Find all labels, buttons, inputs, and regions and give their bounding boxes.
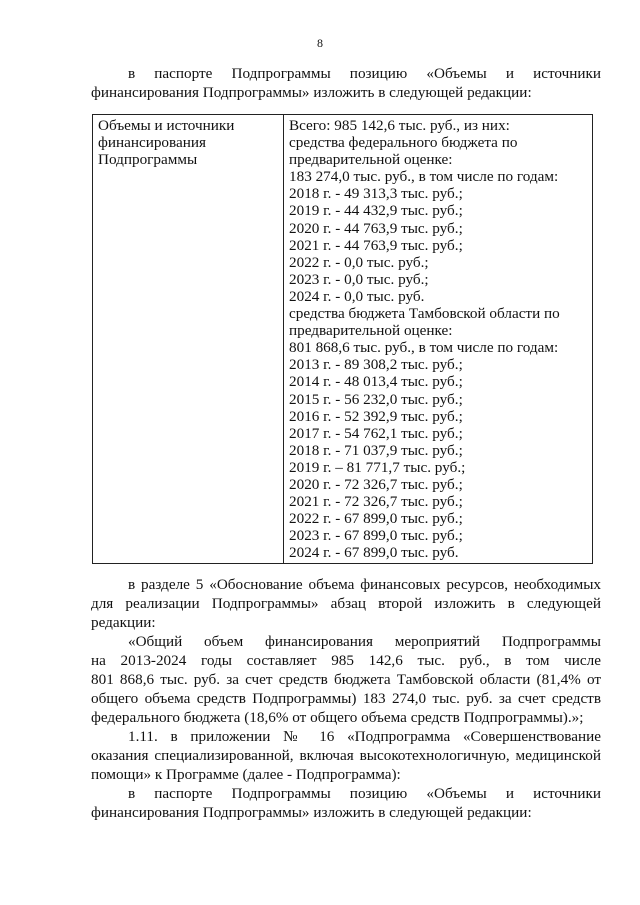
value-line: 2017 г. - 54 762,1 тыс. руб.; — [289, 424, 463, 442]
quote-paragraph — [91, 632, 601, 727]
value-line: 2023 г. - 0,0 тыс. руб.; — [289, 270, 429, 288]
value-line: 2022 г. - 0,0 тыс. руб.; — [289, 253, 429, 271]
value-line: 2013 г. - 89 308,2 тыс. руб.; — [289, 356, 463, 374]
value-line: 2022 г. - 67 899,0 тыс. руб.; — [289, 510, 463, 528]
label-line: Объемы и источники — [98, 117, 235, 134]
value-line: 2018 г. - 49 313,3 тыс. руб.; — [289, 185, 463, 203]
section5-line-3: редакции: — [91, 614, 156, 631]
value-line: 801 868,6 тыс. руб., в том числе по годам: — [289, 339, 559, 357]
label-line: Подпрограммы — [98, 151, 198, 169]
quote-line-2: на 2013-2024 годы составляет 985 142,6 тыс. руб., в том числе — [91, 652, 601, 669]
value-line: 2024 г. - 67 899,0 тыс. руб. — [289, 544, 459, 562]
value-line: Всего: 985 142,6 тыс. руб., из них: — [289, 117, 510, 134]
value-line: предварительной оценке: — [289, 151, 453, 169]
value-line: 2014 г. - 48 013,4 тыс. руб.; — [289, 373, 463, 391]
quote-line-5: федерального бюджета (18,6% от общего объема средств Подпрограммы).»; — [91, 709, 584, 726]
section5-paragraph — [91, 575, 601, 632]
value-line: 2021 г. - 72 326,7 тыс. руб.; — [289, 493, 463, 511]
label-cell — [93, 115, 284, 564]
value-line: 2019 г. - 44 432,9 тыс. руб.; — [289, 202, 463, 220]
value-line: 2015 г. - 56 232,0 тыс. руб.; — [289, 390, 463, 408]
passport-table — [92, 114, 593, 564]
value-line: 2020 г. - 44 763,9 тыс. руб.; — [289, 219, 463, 237]
value-line: средства бюджета Тамбовской области по — [289, 305, 560, 323]
item-1-11-line-2: оказания специализированной, включая высокотехнологичную, медицинской — [91, 747, 601, 764]
page-number: 8 — [317, 36, 323, 50]
section5-line-1: в разделе 5 «Обоснование объема финансовых ресурсов, необходимых — [128, 576, 601, 593]
quote-line-4: общего объема средств Подпрограммы) 183 274,0 тыс. руб. за счет средств — [91, 690, 601, 707]
value-line: средства федерального бюджета по — [289, 134, 518, 152]
value-line: 183 274,0 тыс. руб., в том числе по годам: — [289, 168, 559, 186]
outro-line-2: финансирования Подпрограммы» изложить в следующей редакции: — [91, 804, 532, 821]
value-line: 2018 г. - 71 037,9 тыс. руб.; — [289, 441, 463, 459]
value-line: 2023 г. - 67 899,0 тыс. руб.; — [289, 527, 463, 545]
value-line: 2020 г. - 72 326,7 тыс. руб.; — [289, 475, 463, 493]
label-line: финансирования — [98, 134, 206, 152]
value-line: 2024 г. - 0,0 тыс. руб. — [289, 287, 425, 305]
value-line: 2019 г. – 81 771,7 тыс. руб.; — [289, 458, 466, 476]
value-line: предварительной оценке: — [289, 322, 453, 340]
intro-paragraph — [91, 64, 601, 102]
value-line: 2016 г. - 52 392,9 тыс. руб.; — [289, 407, 463, 425]
item-1-11-line-3: помощи» к Программе (далее - Подпрограмма): — [91, 766, 401, 783]
quote-line-3: 801 868,6 тыс. руб. за счет средств бюджета Тамбовской области (81,4% от — [91, 671, 601, 688]
value-line: 2021 г. - 44 763,9 тыс. руб.; — [289, 236, 463, 254]
value-cell — [284, 115, 593, 564]
outro-paragraph — [91, 784, 601, 822]
intro-line-2: финансирования Подпрограммы» изложить в следующей редакции: — [91, 84, 532, 101]
quote-line-1: «Общий объем финансирования мероприятий Подпрограммы — [128, 633, 601, 650]
item-1-11-paragraph — [91, 727, 601, 784]
intro-line-1: в паспорте Подпрограммы позицию «Объемы и источники — [128, 65, 601, 82]
item-1-11-line-1: 1.11. в приложении № 16 «Подпрограмма «Совершенствование — [128, 728, 601, 745]
table-row — [93, 115, 593, 564]
outro-line-1: в паспорте Подпрограммы позицию «Объемы и источники — [128, 785, 601, 802]
section5-line-2: для реализации Подпрограммы» абзац второй изложить в следующей — [91, 595, 601, 612]
